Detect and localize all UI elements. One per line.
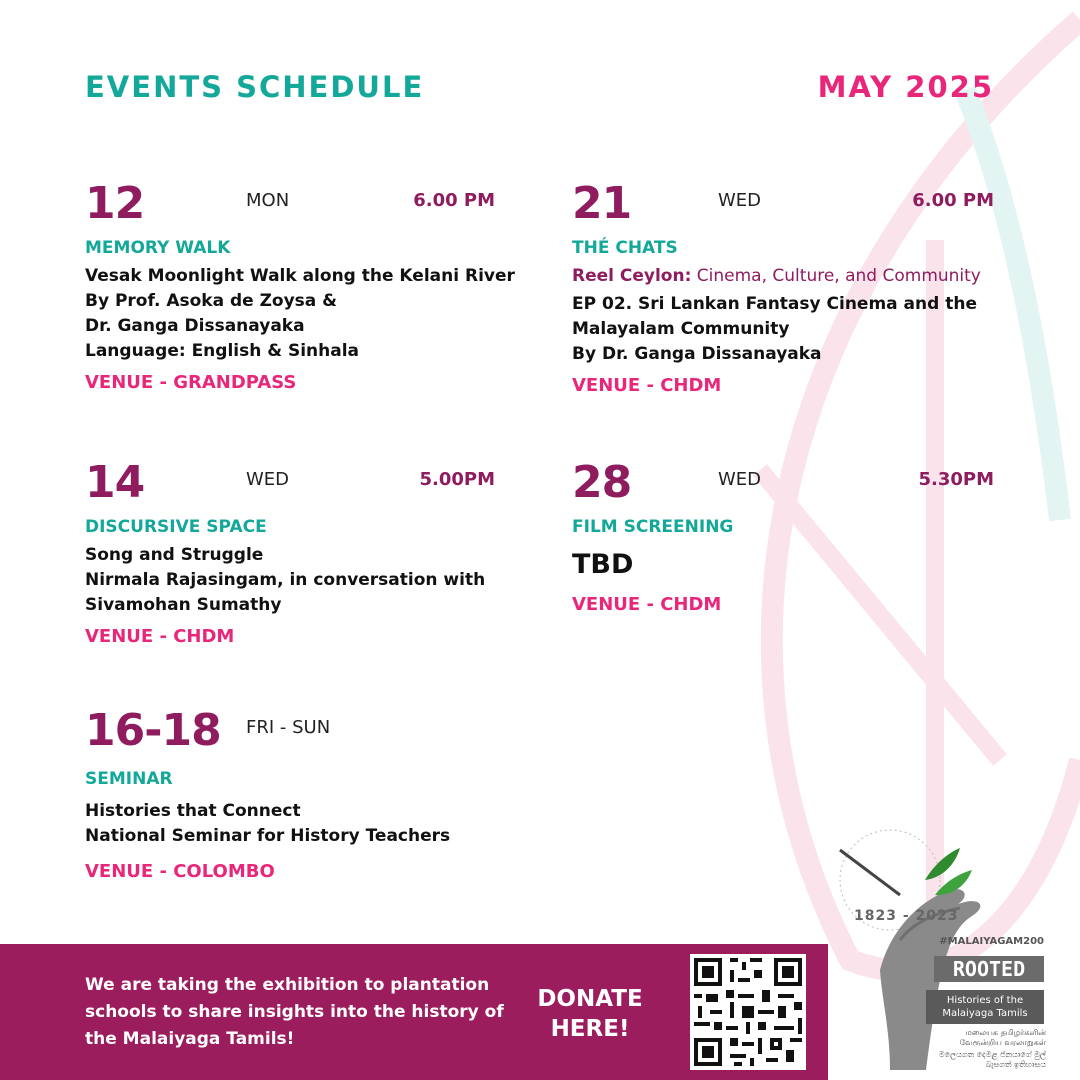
event-line: Nirmala Rajasingam, in conversation with <box>85 570 486 590</box>
event-card <box>85 705 505 882</box>
event-time: 5.00PM <box>419 469 495 490</box>
event-time: 6.00 PM <box>912 190 994 211</box>
event-title: TBD <box>572 549 634 580</box>
event-time: 6.00 PM <box>413 190 495 211</box>
badge-tamil-text: மலையக தமிழர்களின் வேரூன்றிய வரலாறுகள் <box>959 1028 1046 1047</box>
event-line: Vesak Moonlight Walk along the Kelani River <box>85 266 515 286</box>
badge-hashtag: #MALAIYAGAM200 <box>939 936 1044 947</box>
donate-button[interactable] <box>520 984 660 1044</box>
rooted-badge <box>830 820 1060 1080</box>
donate-label-line2: HERE! <box>550 1016 630 1042</box>
event-venue: VENUE - GRANDPASS <box>85 372 297 393</box>
event-weekday: FRI - SUN <box>246 717 331 738</box>
event-card <box>85 457 495 647</box>
event-category: THÉ CHATS <box>572 238 678 258</box>
event-description <box>85 264 515 364</box>
event-time: 5.30PM <box>918 469 994 490</box>
event-day: 12 <box>85 178 145 229</box>
event-weekday: WED <box>246 469 290 490</box>
event-weekday: WED <box>718 469 762 490</box>
donation-banner <box>0 944 828 1080</box>
event-category: SEMINAR <box>85 769 173 789</box>
badge-years: 1823 - 2023 <box>854 908 959 924</box>
qr-code[interactable] <box>690 954 806 1070</box>
page-title: EVENTS SCHEDULE <box>85 70 425 104</box>
event-line: By Dr. Ganga Dissanayaka <box>572 344 822 364</box>
event-line: Language: English & Sinhala <box>85 341 360 361</box>
event-category: DISCURSIVE SPACE <box>85 517 267 537</box>
donate-label-line1: DONATE <box>537 986 643 1012</box>
event-description <box>85 543 495 618</box>
event-description <box>85 799 505 849</box>
badge-subtitle: Histories of the Malaiyaga Tamils <box>926 990 1044 1024</box>
event-line: Malayalam Community <box>572 319 790 339</box>
event-line: By Prof. Asoka de Zoysa & <box>85 291 338 311</box>
event-line: Histories that Connect <box>85 801 301 821</box>
event-card <box>85 178 515 393</box>
event-subtitle <box>572 266 994 286</box>
banner-message: We are taking the exhibition to plantation schools to share insights into the history of the Malaiyaga Tamils! <box>85 975 504 1049</box>
event-venue: VENUE - CHDM <box>572 594 722 615</box>
event-line: Dr. Ganga Dissanayaka <box>85 316 305 336</box>
event-line: Sivamohan Sumathy <box>85 595 282 615</box>
event-venue: VENUE - CHDM <box>572 375 722 396</box>
event-description <box>572 292 994 367</box>
event-line: Song and Struggle <box>85 545 264 565</box>
event-category: MEMORY WALK <box>85 238 231 258</box>
event-day: 21 <box>572 178 632 229</box>
event-day: 14 <box>85 457 145 508</box>
event-weekday: MON <box>246 190 290 211</box>
event-line: EP 02. Sri Lankan Fantasy Cinema and the <box>572 294 977 314</box>
event-day: 16-18 <box>85 705 221 756</box>
event-venue: VENUE - COLOMBO <box>85 861 275 882</box>
event-subtitle-rest: Cinema, Culture, and Community <box>691 266 981 286</box>
event-line: National Seminar for History Teachers <box>85 826 451 846</box>
event-weekday: WED <box>718 190 762 211</box>
event-subtitle-strong: Reel Ceylon: <box>572 266 692 286</box>
qr-code-icon <box>690 954 806 1070</box>
badge-sinhala-text: මලෙයගත දෙමළ ජනයාගේ මුල් බැසගත් ඉතිහාසය <box>938 1050 1046 1069</box>
event-day: 28 <box>572 457 632 508</box>
badge-title: ROOTED <box>934 956 1044 982</box>
event-category: FILM SCREENING <box>572 517 734 537</box>
month-label: MAY 2025 <box>817 70 994 104</box>
event-card <box>572 178 994 396</box>
event-venue: VENUE - CHDM <box>85 626 235 647</box>
event-card <box>572 457 994 615</box>
